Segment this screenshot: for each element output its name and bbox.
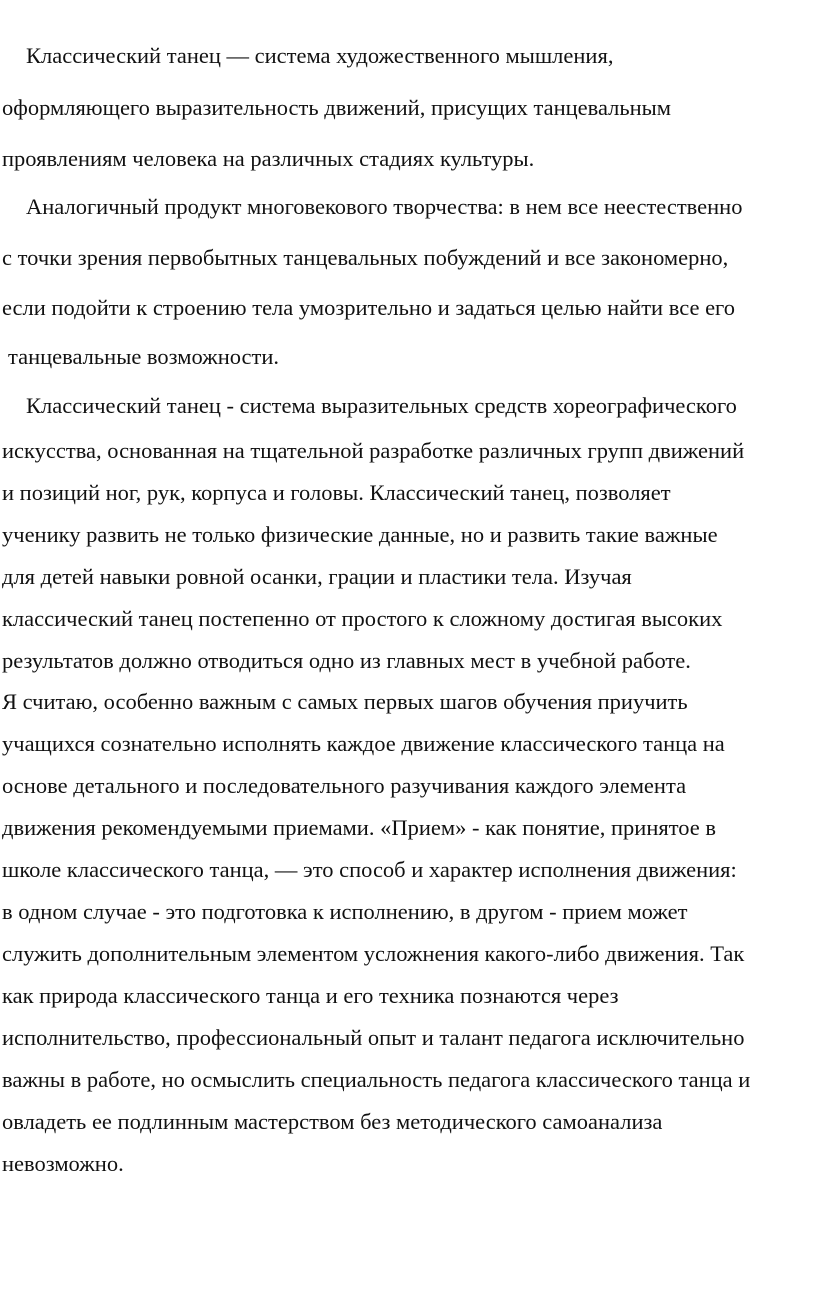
paragraph-2-line-4: танцевальные возможности. [8,344,280,369]
paragraph-4-line-7: служить дополнительным элементом усложнения какого-либо движения. Так [2,941,745,966]
paragraph-4-line-4: движения рекомендуемыми приемами. «Прием» - как понятие, принятое в [2,815,717,840]
paragraph-4-line-1: Я считаю, особенно важным с самых первых шагов обучения приучить [2,689,688,714]
paragraph-4-line-5: школе классического танца, — это способ и характер исполнения движения: [2,857,737,882]
paragraph-3-line-4: ученику развить не только физические данные, но и развить такие важные [2,522,718,547]
paragraph-3-line-1: Классический танец - система выразительных средств хореографического [26,393,737,418]
paragraph-4-line-12: невозможно. [2,1151,124,1176]
paragraph-2-line-2: с точки зрения первобытных танцевальных побуждений и все закономерно, [2,245,729,270]
paragraph-4-line-8: как природа классического танца и его техника познаются через [2,983,619,1008]
paragraph-1-line-2: оформляющего выразительность движений, присущих танцевальным [2,95,672,120]
paragraph-4-line-6: в одном случае - это подготовка к исполнению, в другом - прием может [2,899,688,924]
paragraph-4-line-10: важны в работе, но осмыслить специальность педагога классического танца и [2,1067,751,1092]
paragraph-2-line-1: Аналогичный продукт многовекового творчества: в нем все неестественно [26,194,743,219]
paragraph-4-line-2: учащихся сознательно исполнять каждое движение классического танца на [2,731,725,756]
paragraph-4-line-9: исполнительство, профессиональный опыт и талант педагога исключительно [2,1025,745,1050]
paragraph-2-line-3: если подойти к строению тела умозрительно и задаться целью найти все его [2,295,735,320]
paragraph-3-line-3: и позиций ног, рук, корпуса и головы. Классический танец, позволяет [2,480,671,505]
paragraph-4-line-3: основе детального и последовательного разучивания каждого элемента [2,773,687,798]
paragraph-4-line-11: овладеть ее подлинным мастерством без методического самоанализа [2,1109,663,1134]
paragraph-3-line-7: результатов должно отводиться одно из главных мест в учебной работе. [2,648,691,673]
paragraph-3-line-2: искусства, основанная на тщательной разработке различных групп движений [2,438,745,463]
paragraph-3-line-5: для детей навыки ровной осанки, грации и пластики тела. Изучая [2,564,632,589]
paragraph-1-line-3: проявлениям человека на различных стадиях культуры. [2,146,535,171]
paragraph-3-line-6: классический танец постепенно от простого к сложному достигая высоких [2,606,723,631]
paragraph-1-line-1: Классический танец — система художественного мышления, [26,43,614,68]
